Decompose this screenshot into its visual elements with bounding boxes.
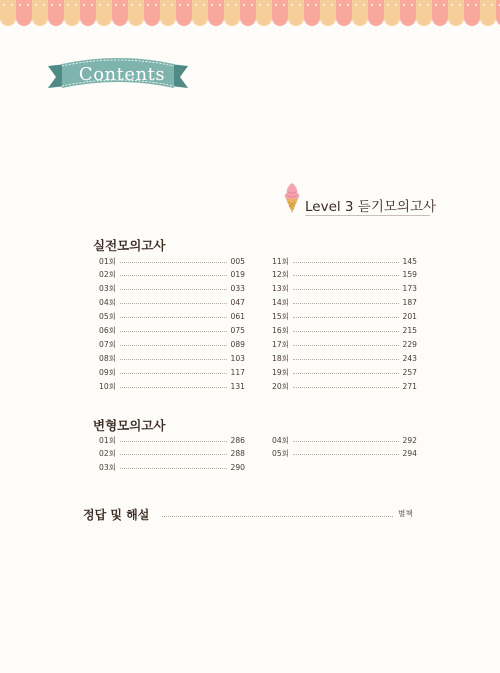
- leader-dots: [120, 275, 227, 276]
- toc-row-label: 18회: [272, 353, 289, 363]
- toc-row: [272, 433, 417, 447]
- leader-dots: [120, 359, 227, 360]
- leader-dots: [162, 516, 393, 517]
- toc-row-label: 03회: [99, 284, 116, 294]
- toc-row-label: 04회: [99, 298, 116, 308]
- leader-dots: [293, 289, 399, 290]
- leader-dots: [120, 317, 227, 318]
- toc-row-label: 08회: [99, 353, 116, 363]
- toc-row: [99, 282, 245, 296]
- toc-row: [99, 310, 245, 324]
- toc-row-page: 033: [230, 284, 245, 294]
- toc-row-page: 286: [230, 435, 245, 445]
- leader-dots: [120, 373, 227, 374]
- toc-row-label: 02회: [99, 449, 116, 459]
- toc-row-page: 243: [402, 353, 417, 363]
- leader-dots: [293, 359, 399, 360]
- toc-row-label: 01회: [99, 435, 116, 445]
- toc-row-label: 11회: [272, 256, 289, 266]
- toc-row-page: 061: [230, 312, 245, 322]
- toc-row: [272, 254, 417, 268]
- toc-row: [272, 282, 417, 296]
- toc-row: [272, 351, 417, 365]
- toc-row-page: 187: [402, 298, 417, 308]
- leader-dots: [293, 275, 399, 276]
- toc-row-label: 14회: [272, 298, 289, 308]
- leader-dots: [293, 454, 399, 455]
- toc-row: [272, 324, 417, 338]
- toc-row: [272, 296, 417, 310]
- section-title-practice: 실전모의고사: [93, 238, 166, 253]
- toc-row-page: 271: [402, 381, 417, 391]
- toc-row-page: 131: [230, 381, 245, 391]
- toc-row-page: 019: [230, 270, 245, 280]
- leader-dots: [293, 387, 399, 388]
- toc-row-page: 089: [230, 339, 245, 349]
- toc-row-label: 02회: [99, 270, 116, 280]
- toc-row: [99, 254, 245, 268]
- toc-row-page: 292: [402, 435, 417, 445]
- toc-row-label: 10회: [99, 381, 116, 391]
- answers-page: 별책: [398, 509, 413, 518]
- leader-dots: [293, 441, 399, 442]
- ice-cream-cone-icon: [283, 182, 301, 214]
- toc-row: [272, 365, 417, 379]
- toc-row: [272, 447, 417, 461]
- leader-dots: [120, 303, 227, 304]
- leader-dots: [120, 345, 227, 346]
- leader-dots: [293, 317, 399, 318]
- level-heading: [283, 182, 443, 218]
- toc-row-label: 04회: [272, 435, 289, 445]
- leader-dots: [293, 262, 399, 263]
- toc-row: [272, 337, 417, 351]
- toc-row-page: 173: [402, 284, 417, 294]
- toc-row-page: 294: [402, 449, 417, 459]
- toc-row-page: 005: [230, 256, 245, 266]
- toc-row-page: 257: [402, 367, 417, 377]
- toc-row-label: 17회: [272, 339, 289, 349]
- toc-row-page: 047: [230, 298, 245, 308]
- toc-row-label: 05회: [99, 312, 116, 322]
- toc-row-label: 07회: [99, 339, 116, 349]
- toc-row-label: 06회: [99, 326, 116, 335]
- toc-row: [272, 379, 417, 393]
- toc-row-label: 09회: [99, 367, 116, 377]
- toc-row-label: 19회: [272, 367, 289, 377]
- toc-row: [99, 268, 245, 282]
- leader-dots: [293, 303, 399, 304]
- toc-row: [99, 337, 245, 351]
- toc-row-page: 215: [402, 326, 417, 335]
- toc-row: [99, 351, 245, 365]
- contents-title: Contents: [78, 64, 166, 85]
- toc-row: [99, 461, 245, 475]
- toc-row: [99, 433, 245, 447]
- toc-row-page: 229: [402, 339, 417, 349]
- toc-row-label: 15회: [272, 312, 289, 322]
- toc-row: [99, 379, 245, 393]
- toc-row-label: 01회: [99, 256, 116, 266]
- section-title-variant: 변형모의고사: [93, 418, 166, 433]
- leader-dots: [120, 289, 227, 290]
- leader-dots: [293, 345, 399, 346]
- leader-dots: [293, 331, 399, 332]
- toc-row-page: 288: [230, 449, 245, 459]
- toc-row-page: 159: [402, 270, 417, 280]
- toc-row-label: 05회: [272, 449, 289, 459]
- awning-dots: [0, 3, 500, 7]
- toc-row: [99, 365, 245, 379]
- leader-dots: [120, 441, 227, 442]
- leader-dots: [293, 373, 399, 374]
- toc-row-label: 12회: [272, 270, 289, 280]
- toc-row: [272, 310, 417, 324]
- toc-row-page: 103: [230, 353, 245, 363]
- answers-title: 정답 및 해설: [83, 508, 150, 522]
- leader-dots: [120, 468, 227, 469]
- toc-row-page: 075: [230, 326, 245, 335]
- leader-dots: [120, 262, 227, 263]
- toc-row-label: 16회: [272, 326, 289, 335]
- toc-row: [99, 447, 245, 461]
- leader-dots: [120, 454, 227, 455]
- toc-row-label: 20회: [272, 381, 289, 391]
- toc-row-label: 03회: [99, 463, 116, 473]
- divider: [305, 215, 430, 216]
- toc-row-label: 13회: [272, 284, 289, 294]
- toc-row: [272, 268, 417, 282]
- toc-row: [99, 296, 245, 310]
- level-title: Level 3 듣기모의고사: [305, 199, 437, 215]
- toc-row-page: 145: [402, 256, 417, 266]
- toc-row-page: 201: [402, 312, 417, 322]
- leader-dots: [120, 331, 227, 332]
- toc-row-page: 117: [230, 367, 245, 377]
- leader-dots: [120, 387, 227, 388]
- toc-row-page: 290: [230, 463, 245, 473]
- toc-row: [99, 324, 245, 338]
